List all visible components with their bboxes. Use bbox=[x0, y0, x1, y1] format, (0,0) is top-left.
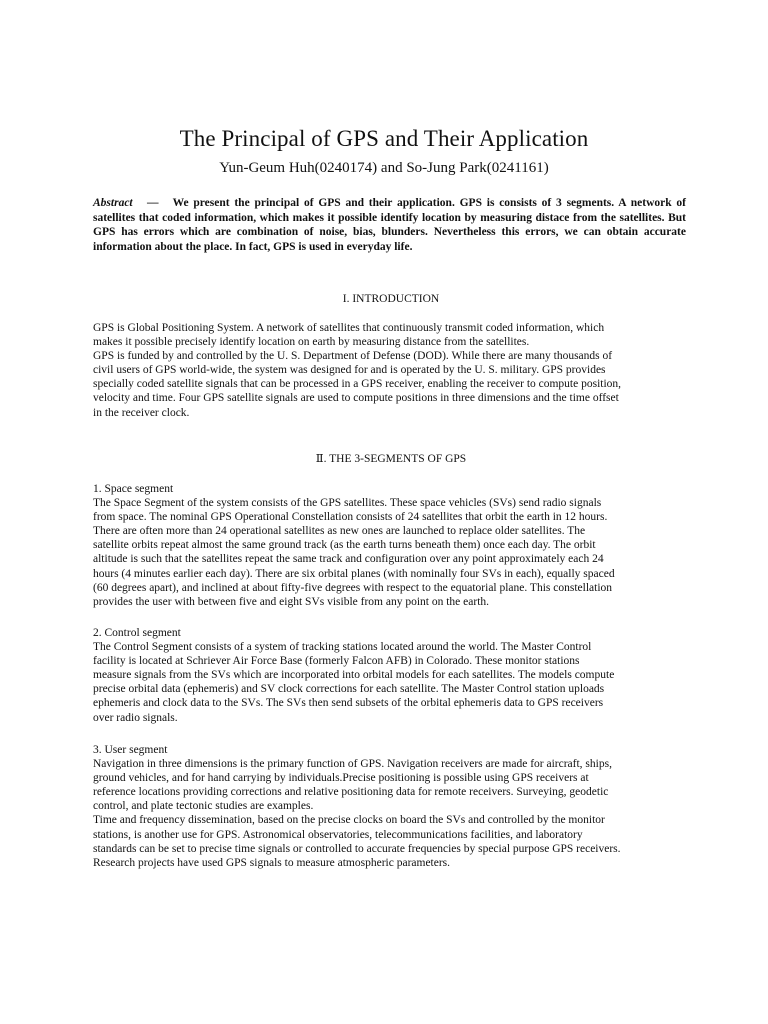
subsection-title: 2. Control segment bbox=[93, 627, 181, 639]
abstract-label: Abstract bbox=[93, 197, 133, 209]
text-line: over radio signals. bbox=[93, 711, 178, 724]
abstract-dash: — bbox=[146, 197, 159, 209]
text-line: satellite orbits repeat almost the same ground track (as the earth turns beneath them) once each day. The orbit bbox=[93, 539, 596, 552]
section-heading-segments: Ⅱ. THE 3-SEGMENTS OF GPS bbox=[315, 453, 467, 465]
space-segment-paragraph bbox=[93, 482, 691, 609]
text-line: GPS is Global Positioning System. A network of satellites that continuously transmit coded information, which bbox=[93, 322, 605, 334]
text-line: ground vehicles, and for hand carrying by individuals.Precise positioning is possible using GPS receivers at bbox=[93, 772, 589, 785]
text-line: facility is located at Schriever Air Force Base (formerly Falcon AFB) in Colorado. These monitor stations bbox=[93, 655, 580, 668]
text-line: standards can be set to precise time signals or controlled to accurate frequencies by special purpose GPS receivers. bbox=[93, 842, 621, 855]
text-line: from space. The nominal GPS Operational Constellation consists of 24 satellites that orbit the earth in 12 hours. bbox=[93, 511, 608, 524]
text-line: Research projects have used GPS signals to measure atmospheric parameters. bbox=[93, 856, 451, 869]
text-line: provides the user with between five and eight SVs visible from any point on the earth. bbox=[93, 595, 490, 608]
text-line: velocity and time. Four GPS satellite signals are used to compute positions in three dimensions and the time offset bbox=[93, 392, 619, 405]
section-heading-introduction: I. INTRODUCTION bbox=[342, 293, 440, 305]
abstract-block bbox=[93, 196, 686, 254]
subsection-title: 3. User segment bbox=[93, 744, 168, 756]
text-line: Navigation in three dimensions is the primary function of GPS. Navigation receivers are made for aircraft, ships, bbox=[93, 758, 612, 771]
subsection-title: 1. Space segment bbox=[93, 483, 174, 495]
text-line: precise orbital data (ephemeris) and SV clock corrections for each satellite. The Master Control station uploads bbox=[93, 683, 605, 696]
text-line: The Control Segment consists of a system of tracking stations located around the world. The Master Control bbox=[93, 641, 592, 654]
user-segment-paragraph bbox=[93, 743, 691, 870]
text-line: Time and frequency dissemination, based on the precise clocks on board the SVs and controlled by the monitor bbox=[93, 814, 605, 827]
text-line: specially coded satellite signals that can be processed in a GPS receiver, enabling the receiver to compute position, bbox=[93, 378, 622, 391]
text-line: altitude is such that the satellites repeat the same track and configuration over any point approximately each 24 bbox=[93, 553, 604, 566]
text-line: (60 degrees apart), and inclined at about fifty-five degrees with respect to the equatorial plane. This constellation bbox=[93, 581, 613, 594]
text-line: in the receiver clock. bbox=[93, 406, 190, 419]
paper-title: The Principal of GPS and Their Application bbox=[179, 126, 589, 151]
text-line: stations, is another use for GPS. Astronomical observatories, telecommunications facilities, and laboratory bbox=[93, 828, 583, 841]
text-line: hours (4 minutes earlier each day). There are six orbital planes (with nominally four SVs in each), equally spaced bbox=[93, 567, 615, 580]
text-line: GPS is funded by and controlled by the U. S. Department of Defense (DOD). While there are many thousands of bbox=[93, 350, 613, 363]
paper-authors: Yun-Geum Huh(0240174) and So-Jung Park(0241161) bbox=[219, 160, 549, 176]
text-line: control, and plate tectonic studies are examples. bbox=[93, 800, 314, 813]
text-line: makes it possible precisely identify location on earth by measuring distance from the satellites. bbox=[93, 336, 530, 349]
text-line: reference locations providing corrections and relative positioning data for remote receivers. Surveying, geodetic bbox=[93, 786, 609, 799]
text-line: measure signals from the SVs which are incorporated into orbital models for each satellites. The models compute bbox=[93, 669, 615, 682]
text-line: There are often more than 24 operational satellites as new ones are launched to replace older satellites. The bbox=[93, 525, 586, 538]
text-line: ephemeris and clock data to the SVs. The SVs then send subsets of the orbital ephemeris data to GPS receivers bbox=[93, 697, 604, 710]
abstract-text: We present the principal of GPS and their application. GPS is consists of 3 segments. A network of satellites that coded information, which makes it possible identify location by measuring distace from the satellites. But GPS has errors which are combination of noise, bias, blunders. Nevertheless this errors, we can obtain accurate information about the place. In fact, GPS is used in everyday life. bbox=[93, 197, 686, 253]
text-line: The Space Segment of the system consists of the GPS satellites. These space vehicles (SVs) send radio signals bbox=[93, 497, 602, 510]
control-segment-paragraph bbox=[93, 626, 691, 725]
introduction-paragraph bbox=[93, 321, 691, 420]
text-line: civil users of GPS world-wide, the system was designed for and is operated by the U. S. military. GPS provides bbox=[93, 364, 606, 377]
